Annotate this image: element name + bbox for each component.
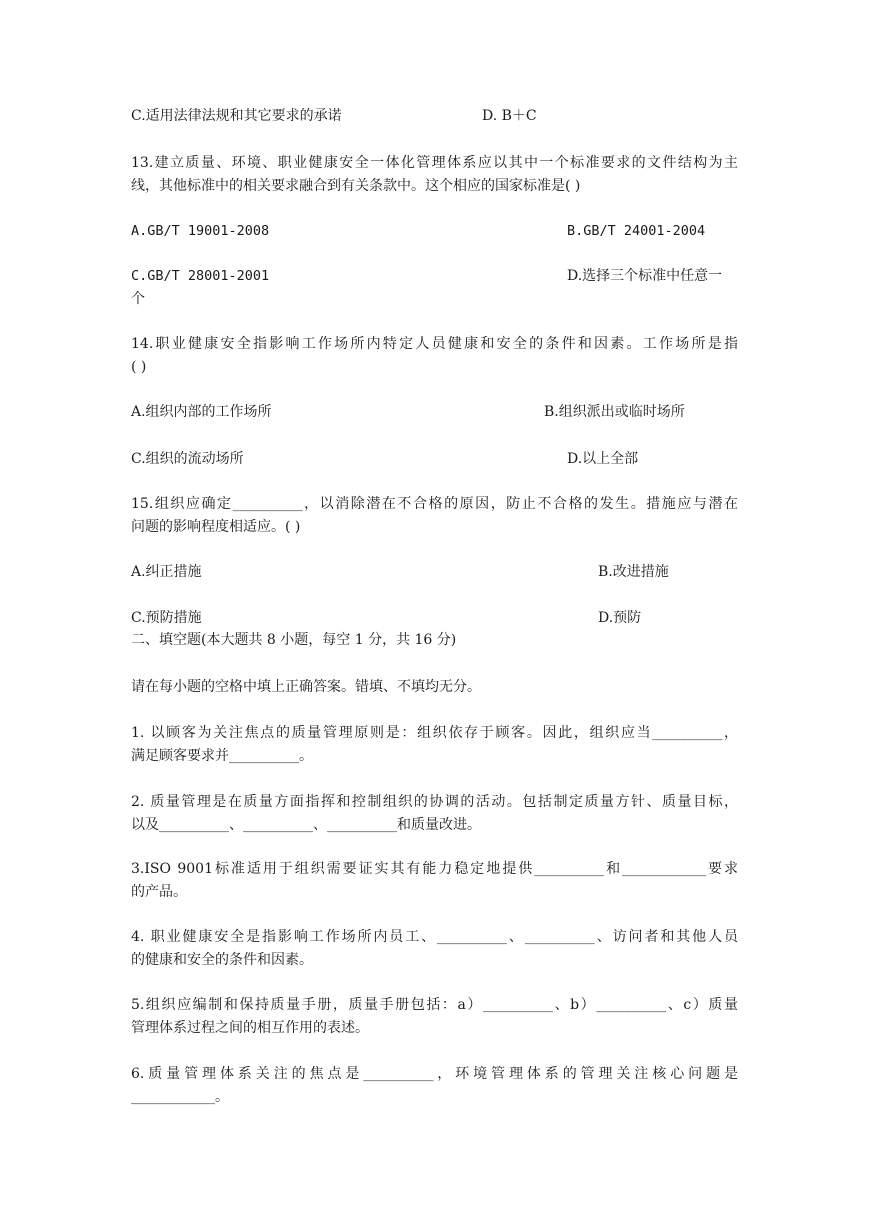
q13-option-b: B.GB/T 24001-2004 (567, 223, 706, 239)
fill-q1-line2: 满足顾客要求并__________。 (131, 748, 313, 764)
q14-option-b: B.组织派出或临时场所 (544, 404, 685, 420)
q13-stem-line1: 13.建立质量、环境、职业健康安全一体化管理体系应以其中一个标准要求的文件结构为主 (131, 155, 738, 171)
q14-stem-line1: 14.职业健康安全指影响工作场所内特定人员健康和安全的条件和因素。工作场所是指 (131, 336, 738, 352)
fill-q4-line2: 的健康和安全的条件和因素。 (131, 952, 313, 968)
q15-stem-line1: 15.组织应确定__________，以消除潜在不合格的原因，防止不合格的发生。措施应与潜在 (131, 496, 738, 512)
fill-q5-line2: 管理体系过程之间的相互作用的表述。 (131, 1020, 369, 1036)
fill-q3-line2: 的产品。 (131, 884, 187, 900)
q14-option-d: D.以上全部 (567, 451, 639, 467)
section-instruction: 请在每小题的空格中填上正确答案。错填、不填均无分。 (131, 679, 481, 695)
q13-option-d-line1: D.选择三个标准中任意一 (567, 268, 723, 284)
q14-stem-line2: ( ) (131, 359, 147, 375)
q12-option-c: C.适用法律法规和其它要求的承诺 (131, 108, 342, 124)
q15-stem-line2: 问题的影响程度相适应。( ) (131, 519, 301, 535)
fill-q1-line1: 1. 以顾客为关注焦点的质量管理原则是：组织依存于顾客。因此，组织应当__________， (131, 725, 738, 741)
q14-option-a: A.组织内部的工作场所 (131, 404, 272, 420)
fill-q2-line2: 以及__________、__________、__________和质量改进。 (131, 817, 481, 833)
fill-q5-line1: 5.组织应编制和保持质量手册，质量手册包括：a）__________、b）__________、c）质量 (131, 997, 738, 1013)
q15-option-a: A.纠正措施 (131, 564, 202, 580)
q15-option-c: C.预防措施 (131, 610, 202, 626)
q14-option-c: C.组织的流动场所 (131, 451, 244, 467)
q13-option-d-line2: 个 (131, 291, 145, 307)
fill-q2-line1: 2. 质量管理是在质量方面指挥和控制组织的协调的活动。包括制定质量方针、质量目标， (131, 794, 738, 810)
fill-q4-line1: 4. 职业健康安全是指影响工作场所内员工、__________、__________、访问者和其他人员 (131, 929, 738, 945)
q13-option-a: A.GB/T 19001-2008 (131, 223, 270, 239)
fill-q3-line1: 3.ISO 9001标准适用于组织需要证实其有能力稳定地提供__________和____________要求 (131, 861, 738, 877)
q15-option-b: B.改进措施 (598, 564, 669, 580)
q12-option-d: D. B＋C (482, 108, 537, 124)
section-title: 二、填空题(本大题共 8 小题，每空 1 分，共 16 分) (131, 632, 457, 648)
q15-option-d: D.预防 (598, 610, 642, 626)
fill-q6-line2: ____________。 (131, 1089, 229, 1105)
q13-option-c: C.GB/T 28001-2001 (131, 268, 270, 284)
q13-stem-line2: 线，其他标准中的相关要求融合到有关条款中。这个相应的国家标准是( ) (131, 178, 581, 194)
fill-q6-line1: 6.质量管理体系关注的焦点是__________，环境管理体系的管理关注核心问题是 (131, 1066, 738, 1082)
